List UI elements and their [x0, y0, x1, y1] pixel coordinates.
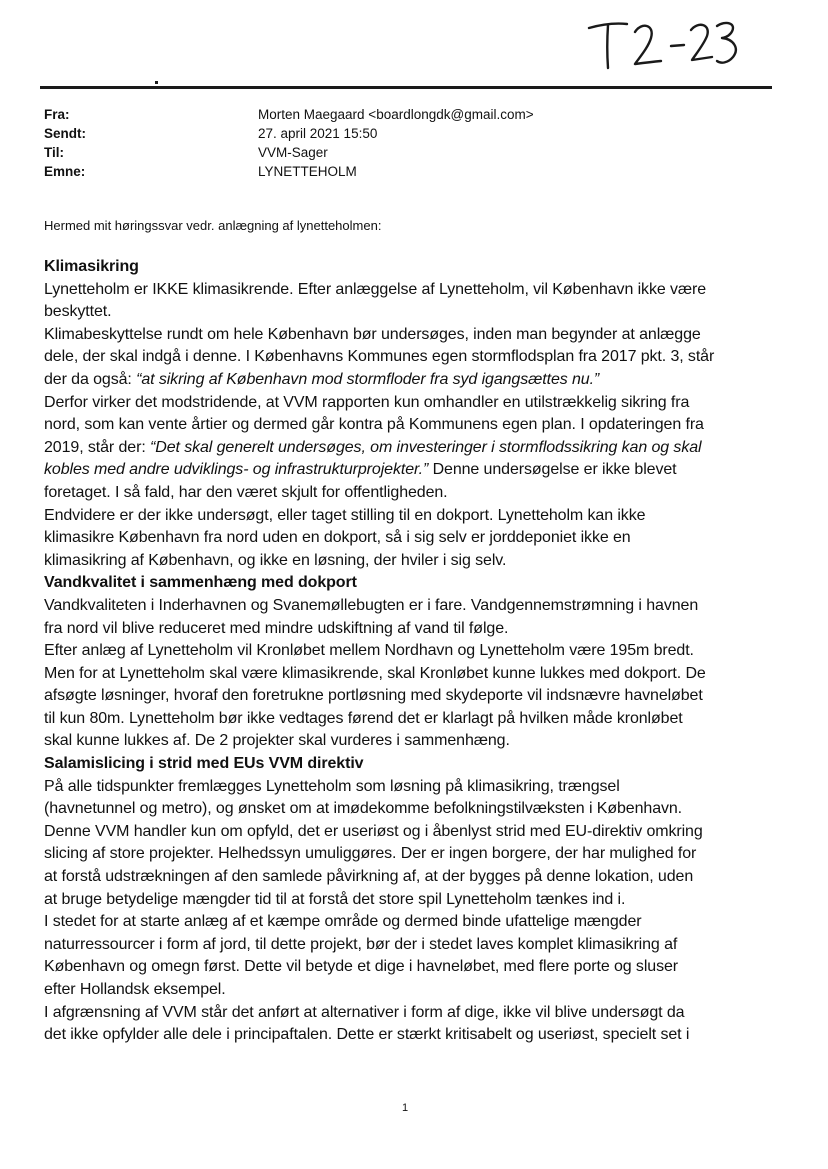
section-heading-salami-slicing: Salamislicing i strid med EUs VVM direktiv — [44, 755, 364, 773]
to-label: Til: — [44, 145, 64, 160]
body-line: Lynetteholm er IKKE klimasikrende. Efter anlæggelse af Lynetteholm, vil København ikke være — [44, 280, 707, 298]
body-line — [44, 459, 784, 482]
body-line: foretaget. I så fald, har den været skjult for offentligheden. — [44, 483, 448, 501]
body-line: til kun 80m. Lynetteholm bør ikke vedtages førend det er klarlagt på hvilken måde kronløbet — [44, 709, 683, 727]
body-line — [44, 437, 784, 460]
from-label: Fra: — [44, 107, 70, 122]
body-line: I afgrænsning af VVM står det anført at alternativer i form af dige, ikke vil blive undersøgt da — [44, 1003, 685, 1021]
body-line: at bruge betydelige mængder tid til at forstå det store spil Lynetteholm tænkes ind i. — [44, 890, 626, 908]
body-line: I stedet for at starte anlæg af et kæmpe område og dermed binde ufattelige mængder — [44, 913, 642, 931]
quote-2019-update: “Det skal generelt undersøges, om investeringer i stormflodssikring kan og skal — [150, 438, 702, 456]
body-line: skal kunne lukkes af. De 2 projekter skal vurderes i sammenhæng. — [44, 732, 510, 750]
body-line: efter Hollandsk eksempel. — [44, 981, 226, 998]
body-line: at forstå udstrækningen af den samlede påvirkning af, at der bygges på denne lokation, uden — [44, 868, 694, 886]
body-text: 2019, står der: — [44, 438, 151, 456]
header-row-subject — [44, 162, 764, 181]
body-line: naturressourcer i form af jord, til dette projekt, bør der i stedet laves komplet klimasikring af — [44, 935, 678, 953]
body-line: klimasikre København fra nord uden en dokport, så i sig selv er jorddeponiet ikke en — [44, 529, 631, 547]
body-line: Endvidere er der ikke undersøgt, eller taget stilling til en dokport. Lynetteholm kan ikke — [44, 506, 646, 524]
header-row-to — [44, 143, 764, 162]
body-line: Men for at Lynetteholm skal være klimasikrende, skal Kronløbet kunne lukkes med dokport. De — [44, 664, 706, 682]
header-row-sent — [44, 124, 764, 143]
header-row-from — [44, 105, 764, 124]
body-line: det ikke opfylder alle dele i principaftalen. Dette er stærkt kritisabelt og useriøst, specielt set i — [44, 1026, 690, 1044]
body-line: København og omegn først. Dette vil betyde et dige i havneløbet, med flere porte og sluser — [44, 958, 679, 976]
quote-2017-plan: “at sikring af København mod stormfloder fra syd igangsættes nu.” — [136, 370, 600, 388]
quote-2019-update-cont: kobles med andre udviklings- og infrastrukturprojekter.” — [44, 461, 429, 479]
body-line: afsøgte løsninger, hvoraf den foretrukne portløsning med skydeporte vil indsnævre havneløbet — [44, 687, 703, 705]
body-line: fra nord vil blive reduceret med mindre udskiftning af vand til følge. — [44, 619, 509, 637]
body-line: nord, som kan vente årtier og dermed går kontra på Kommunens egen plan. I opdateringen fra — [44, 416, 704, 434]
body-text: Denne undersøgelse er ikke blevet — [428, 461, 677, 479]
body-line: slicing af store projekter. Helhedssyn umuliggøres. Der er ingen borgere, der har mulighed for — [44, 845, 697, 863]
handwritten-reference-stamp — [583, 12, 743, 72]
body-line: dele, der skal indgå i denne. I Københavns Kommunes egen stormflodsplan fra 2017 pkt. 3, står — [44, 348, 715, 366]
body-line: klimasikring af København, og ikke en løsning, der hviler i sig selv. — [44, 551, 507, 569]
section-heading-water-quality: Vandkvalitet i sammenhæng med dokport — [44, 574, 357, 592]
body-text: der da også: — [44, 370, 137, 388]
body-line: Efter anlæg af Lynetteholm vil Kronløbet mellem Nordhavn og Lynetteholm være 195m bredt. — [44, 642, 694, 660]
subject-label: Emne: — [44, 164, 86, 179]
header-rule — [40, 86, 772, 89]
section-heading-climate: Klimasikring — [44, 258, 139, 275]
rule-mark — [155, 81, 158, 84]
sent-label: Sendt: — [44, 126, 86, 141]
email-header — [44, 105, 764, 181]
body-line: Derfor virker det modstridende, at VVM rapporten kun omhandler en utilstrækkelig sikring fra — [44, 393, 690, 411]
subject-value: LYNETTEHOLM — [258, 164, 357, 179]
body-line: Klimabeskyttelse rundt om hele København bør undersøges, inden man begynder at anlægge — [44, 325, 701, 343]
body-line: Vandkvaliteten i Inderhavnen og Svanemøllebugten er i fare. Vandgennemstrømning i havnen — [44, 596, 699, 614]
from-value: Morten Maegaard <boardlongdk@gmail.com> — [258, 107, 534, 122]
page-number: 1 — [401, 1102, 409, 1114]
body-line: Denne VVM handler kun om opfyld, det er useriøst og i åbenlyst strid med EU-direktiv omkring — [44, 822, 703, 840]
to-value: VVM-Sager — [258, 145, 328, 160]
body-line: beskyttet. — [44, 303, 112, 321]
body-line: På alle tidspunkter fremlægges Lynetteholm som løsning på klimasikring, trængsel — [44, 777, 620, 795]
body-line — [44, 369, 784, 392]
letter-body — [44, 256, 784, 1047]
sent-value: 27. april 2021 15:50 — [258, 126, 378, 141]
intro-text: Hermed mit høringssvar vedr. anlægning af lynetteholmen: — [44, 218, 382, 233]
body-line: (havnetunnel og metro), og ønsket om at imødekomme befolkningstilvæksten i København. — [44, 800, 683, 818]
